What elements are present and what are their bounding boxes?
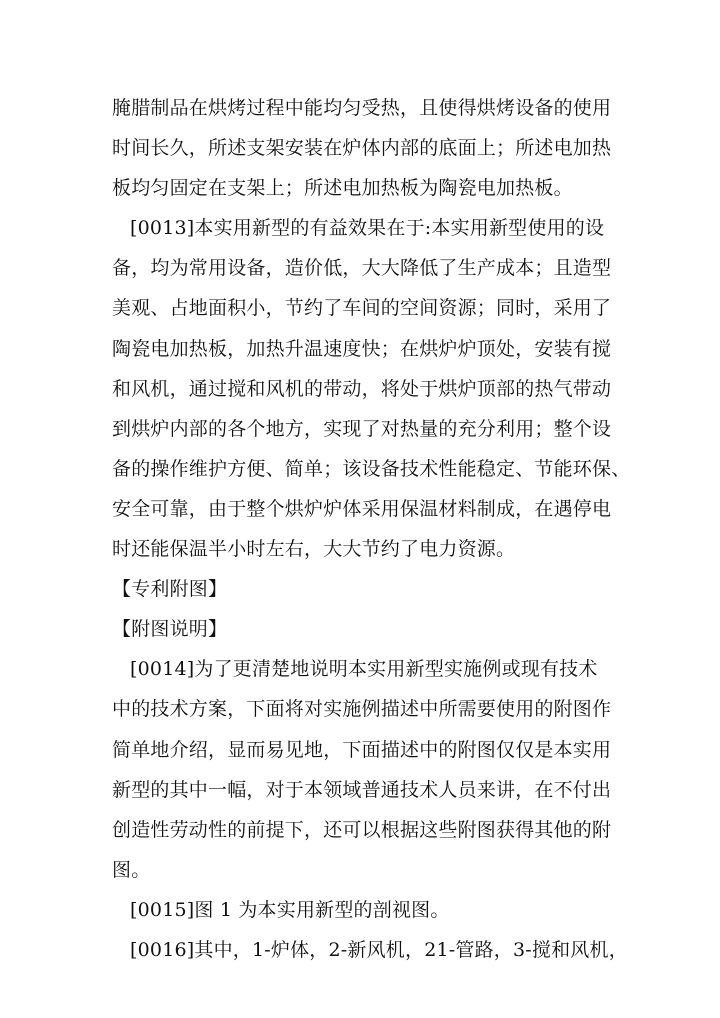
text-line: 中的技术方案，下面将对实施例描述中所需要使用的附图作 [112,698,612,721]
text-line: 图。 [112,858,151,881]
paragraph-0015: [0015]图 1 为本实用新型的剖视图。 [130,898,450,921]
text-line: 和风机，通过搅和风机的带动，将处于烘炉顶部的热气带动 [112,377,612,400]
text-line: 时还能保温半小时左右，大大节约了电力资源。 [112,538,516,561]
text-line: 到烘炉内部的各个地方，实现了对热量的充分利用；整个设 [112,417,612,440]
paragraph-0014-start: [0014]为了更清楚地说明本实用新型实施例或现有技术 [130,658,598,681]
text-line: 时间长久，所述支架安装在炉体内部的底面上；所述电加热 [112,137,612,160]
text-line: 简单地介绍，显而易见地，下面描述中的附图仅仅是本实用 [112,738,612,761]
document-body [112,88,631,970]
text-line: 腌腊制品在烘烤过程中能均匀受热，且使得烘烤设备的使用 [112,97,612,119]
paragraph-0013-start: [0013]本实用新型的有益效果在于:本实用新型使用的设 [130,217,605,240]
section-heading-patent-figures: 【专利附图】 [112,578,228,601]
text-line: 美观、占地面积小，节约了车间的空间资源；同时，采用了 [112,297,612,320]
paragraph-0016-start: [0016]其中，1-炉体，2-新风机，21-管路，3-搅和风机， [130,938,628,961]
text-line: 板均匀固定在支架上；所述电加热板为陶瓷电加热板。 [112,177,573,200]
text-line: 新型的其中一幅，对于本领域普通技术人员来讲，在不付出 [112,778,612,801]
section-heading-figure-description: 【附图说明】 [112,618,228,641]
text-line: 陶瓷电加热板，加热升温速度快；在烘炉炉顶处，安装有搅 [112,337,612,360]
text-line: 备，均为常用设备，造价低，大大降低了生产成本；且造型 [112,257,612,280]
text-line: 备的操作维护方便、简单；该设备技术性能稳定、节能环保、 [112,457,631,480]
text-line: 安全可靠，由于整个烘炉炉体采用保温材料制成，在遇停电 [112,497,612,520]
text-line: 创造性劳动性的前提下，还可以根据这些附图获得其他的附 [112,818,612,841]
